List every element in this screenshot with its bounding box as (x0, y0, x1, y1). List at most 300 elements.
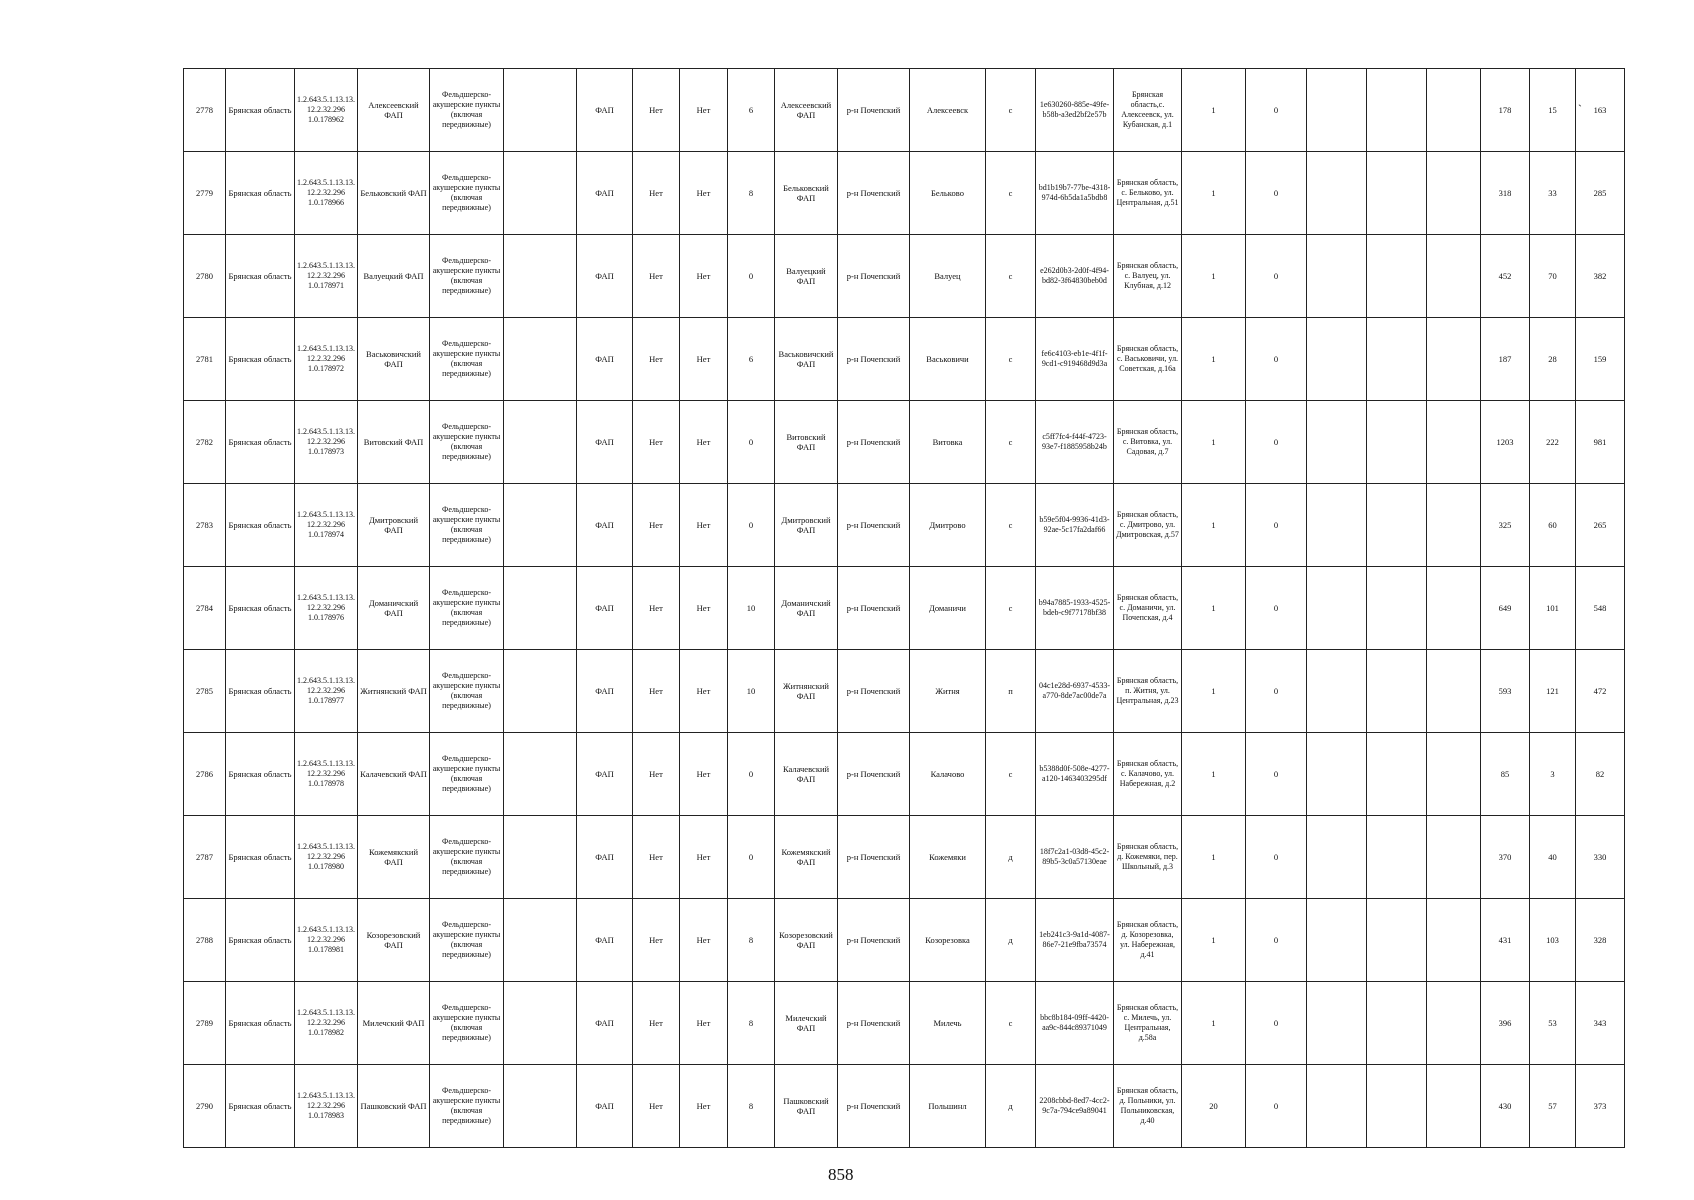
cell-region: Брянская область (226, 401, 295, 484)
cell-t3: 82 (1576, 733, 1625, 816)
cell-code: 1.2.643.5.1.13.13.12.2.32.296 1.0.178976 (295, 567, 358, 650)
cell-address: Брянская область, с. Витовка, ул. Садовая, д.7 (1114, 401, 1182, 484)
cell-t2: 53 (1530, 982, 1576, 1065)
cell-c18: 0 (1246, 484, 1307, 567)
cell-district: р-н Почепский (838, 235, 910, 318)
cell-c10: 8 (728, 1065, 775, 1148)
cell-num: 2786 (184, 733, 226, 816)
cell-c20 (1367, 567, 1427, 650)
table-row (184, 733, 1625, 816)
cell-c6 (504, 235, 577, 318)
cell-c11: Житнянский ФАП (775, 650, 838, 733)
cell-t3: 472 (1576, 650, 1625, 733)
cell-type: Фельдшерско-акушерские пункты (включая передвижные) (430, 733, 504, 816)
cell-locality: Дмитрово (910, 484, 986, 567)
cell-c11: Витовский ФАП (775, 401, 838, 484)
cell-c21 (1427, 401, 1481, 484)
cell-guid: 1e630260-885e-49fe-b58b-a3ed2bf2e57b (1036, 69, 1114, 152)
cell-address: Брянская область, с. Милечь, ул. Центральная, д.58а (1114, 982, 1182, 1065)
cell-c7: ФАП (577, 69, 633, 152)
cell-c19 (1307, 982, 1367, 1065)
cell-c11: Милечский ФАП (775, 982, 838, 1065)
cell-region: Брянская область (226, 69, 295, 152)
cell-district: р-н Почепский (838, 318, 910, 401)
cell-region: Брянская область (226, 235, 295, 318)
cell-t1: 370 (1481, 816, 1530, 899)
table-row (184, 567, 1625, 650)
cell-c11: Пашковский ФАП (775, 1065, 838, 1148)
cell-c18: 0 (1246, 650, 1307, 733)
cell-c19 (1307, 733, 1367, 816)
cell-c17: 20 (1182, 1065, 1246, 1148)
cell-c8: Нет (633, 69, 680, 152)
cell-c8: Нет (633, 152, 680, 235)
cell-c7: ФАП (577, 484, 633, 567)
cell-region: Брянская область (226, 484, 295, 567)
cell-c10: 10 (728, 650, 775, 733)
cell-district: р-н Почепский (838, 899, 910, 982)
cell-c20 (1367, 982, 1427, 1065)
cell-region: Брянская область (226, 1065, 295, 1148)
cell-guid: fe6c4103-eb1e-4f1f-9cd1-c919468d9d3a (1036, 318, 1114, 401)
cell-c17: 1 (1182, 401, 1246, 484)
cell-address: Брянская область, с. Доманичи, ул. Почепская, д.4 (1114, 567, 1182, 650)
cell-c6 (504, 1065, 577, 1148)
cell-c9: Нет (680, 733, 728, 816)
cell-district: р-н Почепский (838, 484, 910, 567)
cell-c9: Нет (680, 69, 728, 152)
cell-c17: 1 (1182, 484, 1246, 567)
cell-c11: Дмитровский ФАП (775, 484, 838, 567)
cell-num: 2781 (184, 318, 226, 401)
cell-c20 (1367, 899, 1427, 982)
cell-settle: с (986, 733, 1036, 816)
cell-c6 (504, 69, 577, 152)
cell-c21 (1427, 982, 1481, 1065)
cell-region: Брянская область (226, 982, 295, 1065)
cell-t3: 343 (1576, 982, 1625, 1065)
cell-district: р-н Почепский (838, 816, 910, 899)
cell-c7: ФАП (577, 816, 633, 899)
cell-name: Бельковский ФАП (358, 152, 430, 235)
cell-type: Фельдшерско-акушерские пункты (включая передвижные) (430, 235, 504, 318)
cell-name: Пашковский ФАП (358, 1065, 430, 1148)
cell-t2: 40 (1530, 816, 1576, 899)
cell-num: 2782 (184, 401, 226, 484)
cell-c21 (1427, 235, 1481, 318)
cell-c6 (504, 899, 577, 982)
cell-region: Брянская область (226, 650, 295, 733)
cell-c7: ФАП (577, 152, 633, 235)
cell-c17: 1 (1182, 816, 1246, 899)
cell-c8: Нет (633, 1065, 680, 1148)
cell-name: Козорезовский ФАП (358, 899, 430, 982)
cell-t2: 60 (1530, 484, 1576, 567)
cell-settle: с (986, 484, 1036, 567)
cell-c19 (1307, 1065, 1367, 1148)
cell-c6 (504, 650, 577, 733)
cell-c10: 0 (728, 484, 775, 567)
table-row (184, 899, 1625, 982)
cell-name: Дмитровский ФАП (358, 484, 430, 567)
cell-region: Брянская область (226, 899, 295, 982)
cell-c17: 1 (1182, 899, 1246, 982)
cell-c19 (1307, 401, 1367, 484)
cell-c9: Нет (680, 484, 728, 567)
cell-c10: 0 (728, 235, 775, 318)
cell-c8: Нет (633, 982, 680, 1065)
cell-settle: д (986, 1065, 1036, 1148)
cell-type: Фельдшерско-акушерские пункты (включая передвижные) (430, 69, 504, 152)
cell-c18: 0 (1246, 401, 1307, 484)
cell-c11: Васьковичский ФАП (775, 318, 838, 401)
cell-t1: 431 (1481, 899, 1530, 982)
cell-name: Милечский ФАП (358, 982, 430, 1065)
cell-c19 (1307, 69, 1367, 152)
cell-c18: 0 (1246, 69, 1307, 152)
cell-t3: 548 (1576, 567, 1625, 650)
cell-locality: Алексеевск (910, 69, 986, 152)
cell-c6 (504, 484, 577, 567)
cell-code: 1.2.643.5.1.13.13.12.2.32.296 1.0.178977 (295, 650, 358, 733)
cell-name: Алексеевский ФАП (358, 69, 430, 152)
cell-c21 (1427, 733, 1481, 816)
cell-c10: 0 (728, 401, 775, 484)
cell-c20 (1367, 650, 1427, 733)
cell-c21 (1427, 816, 1481, 899)
cell-t2: 101 (1530, 567, 1576, 650)
cell-district: р-н Почепский (838, 152, 910, 235)
cell-code: 1.2.643.5.1.13.13.12.2.32.296 1.0.178972 (295, 318, 358, 401)
cell-c9: Нет (680, 816, 728, 899)
cell-locality: Васьковичи (910, 318, 986, 401)
cell-t1: 649 (1481, 567, 1530, 650)
cell-c8: Нет (633, 567, 680, 650)
cell-settle: с (986, 982, 1036, 1065)
cell-c19 (1307, 318, 1367, 401)
cell-region: Брянская область (226, 567, 295, 650)
cell-district: р-н Почепский (838, 1065, 910, 1148)
cell-region: Брянская область (226, 152, 295, 235)
cell-guid: bbc8b184-09ff-4420-aa9c-844c89371049 (1036, 982, 1114, 1065)
cell-num: 2780 (184, 235, 226, 318)
cell-code: 1.2.643.5.1.13.13.12.2.32.296 1.0.178980 (295, 816, 358, 899)
cell-c10: 10 (728, 567, 775, 650)
cell-address: Брянская область, с. Калачово, ул. Набережная, д.2 (1114, 733, 1182, 816)
cell-c21 (1427, 650, 1481, 733)
cell-c9: Нет (680, 982, 728, 1065)
cell-guid: b94a7885-1933-4525-bdeb-c9f77178bf38 (1036, 567, 1114, 650)
cell-c18: 0 (1246, 816, 1307, 899)
cell-c21 (1427, 899, 1481, 982)
cell-settle: с (986, 401, 1036, 484)
table-row (184, 650, 1625, 733)
cell-name: Доманичский ФАП (358, 567, 430, 650)
cell-district: р-н Почепский (838, 567, 910, 650)
cell-c18: 0 (1246, 235, 1307, 318)
table-row (184, 1065, 1625, 1148)
cell-locality: Калачово (910, 733, 986, 816)
table-row (184, 235, 1625, 318)
cell-c19 (1307, 235, 1367, 318)
cell-guid: 04c1e28d-6937-4533-a770-8de7ac00de7a (1036, 650, 1114, 733)
cell-c11: Кожемякский ФАП (775, 816, 838, 899)
cell-t2: 57 (1530, 1065, 1576, 1148)
cell-type: Фельдшерско-акушерские пункты (включая передвижные) (430, 899, 504, 982)
cell-t1: 85 (1481, 733, 1530, 816)
cell-name: Валуецкий ФАП (358, 235, 430, 318)
cell-c6 (504, 152, 577, 235)
cell-t3: 330 (1576, 816, 1625, 899)
cell-settle: с (986, 567, 1036, 650)
cell-num: 2789 (184, 982, 226, 1065)
cell-c18: 0 (1246, 899, 1307, 982)
cell-code: 1.2.643.5.1.13.13.12.2.32.296 1.0.178971 (295, 235, 358, 318)
cell-c8: Нет (633, 235, 680, 318)
cell-guid: b5388d0f-508e-4277-a120-1463403295df (1036, 733, 1114, 816)
cell-c10: 6 (728, 69, 775, 152)
cell-c8: Нет (633, 816, 680, 899)
cell-t2: 103 (1530, 899, 1576, 982)
cell-c20 (1367, 816, 1427, 899)
cell-num: 2778 (184, 69, 226, 152)
cell-num: 2785 (184, 650, 226, 733)
cell-t3: 159 (1576, 318, 1625, 401)
table-row (184, 816, 1625, 899)
cell-c9: Нет (680, 401, 728, 484)
cell-num: 2790 (184, 1065, 226, 1148)
cell-t2: 70 (1530, 235, 1576, 318)
cell-c19 (1307, 567, 1367, 650)
cell-c7: ФАП (577, 235, 633, 318)
cell-t3: 285 (1576, 152, 1625, 235)
cell-c11: Калачевский ФАП (775, 733, 838, 816)
cell-c10: 0 (728, 733, 775, 816)
cell-guid: 18f7c2a1-03d8-45c2-89b5-3c0a57130eae (1036, 816, 1114, 899)
cell-c7: ФАП (577, 899, 633, 982)
cell-c19 (1307, 650, 1367, 733)
cell-district: р-н Почепский (838, 982, 910, 1065)
cell-c17: 1 (1182, 982, 1246, 1065)
cell-guid: 2208cbbd-8ed7-4cc2-9c7a-794ce9a89041 (1036, 1065, 1114, 1148)
cell-c18: 0 (1246, 1065, 1307, 1148)
cell-code: 1.2.643.5.1.13.13.12.2.32.296 1.0.178966 (295, 152, 358, 235)
cell-t2: 28 (1530, 318, 1576, 401)
cell-settle: с (986, 235, 1036, 318)
cell-c8: Нет (633, 401, 680, 484)
cell-c9: Нет (680, 899, 728, 982)
cell-c7: ФАП (577, 650, 633, 733)
cell-c6 (504, 733, 577, 816)
cell-c11: Бельковский ФАП (775, 152, 838, 235)
cell-type: Фельдшерско-акушерские пункты (включая передвижные) (430, 401, 504, 484)
cell-c11: Алексеевский ФАП (775, 69, 838, 152)
cell-type: Фельдшерско-акушерские пункты (включая передвижные) (430, 152, 504, 235)
cell-c17: 1 (1182, 152, 1246, 235)
cell-locality: Житня (910, 650, 986, 733)
cell-c10: 6 (728, 318, 775, 401)
cell-c9: Нет (680, 650, 728, 733)
cell-t1: 178 (1481, 69, 1530, 152)
cell-locality: Витовка (910, 401, 986, 484)
cell-t3: 328 (1576, 899, 1625, 982)
cell-region: Брянская область (226, 733, 295, 816)
cell-c17: 1 (1182, 69, 1246, 152)
cell-t3: 265 (1576, 484, 1625, 567)
cell-code: 1.2.643.5.1.13.13.12.2.32.296 1.0.178978 (295, 733, 358, 816)
cell-t1: 1203 (1481, 401, 1530, 484)
cell-code: 1.2.643.5.1.13.13.12.2.32.296 1.0.178974 (295, 484, 358, 567)
cell-c10: 8 (728, 899, 775, 982)
cell-name: Кожемякский ФАП (358, 816, 430, 899)
cell-t2: 121 (1530, 650, 1576, 733)
table-row (184, 318, 1625, 401)
cell-address: Брянская область, с. Дмитрово, ул. Дмитровская, д.57 (1114, 484, 1182, 567)
cell-c11: Доманичский ФАП (775, 567, 838, 650)
cell-c6 (504, 816, 577, 899)
cell-address: Брянская область, д. Козорезовка, ул. Набережная, д.41 (1114, 899, 1182, 982)
cell-t3: 163 (1576, 69, 1625, 152)
cell-t2: 222 (1530, 401, 1576, 484)
cell-code: 1.2.643.5.1.13.13.12.2.32.296 1.0.178962 (295, 69, 358, 152)
cell-c17: 1 (1182, 318, 1246, 401)
cell-c11: Козорезовский ФАП (775, 899, 838, 982)
cell-t3: 981 (1576, 401, 1625, 484)
cell-settle: с (986, 152, 1036, 235)
cell-locality: Козорезовка (910, 899, 986, 982)
cell-c19 (1307, 899, 1367, 982)
cell-t3: 382 (1576, 235, 1625, 318)
cell-code: 1.2.643.5.1.13.13.12.2.32.296 1.0.178973 (295, 401, 358, 484)
cell-t1: 452 (1481, 235, 1530, 318)
cell-locality: Бельково (910, 152, 986, 235)
cell-c18: 0 (1246, 982, 1307, 1065)
cell-c10: 0 (728, 816, 775, 899)
cell-locality: Кожемяки (910, 816, 986, 899)
cell-c8: Нет (633, 733, 680, 816)
cell-district: р-н Почепский (838, 650, 910, 733)
cell-type: Фельдшерско-акушерские пункты (включая передвижные) (430, 318, 504, 401)
cell-num: 2784 (184, 567, 226, 650)
table-row (184, 484, 1625, 567)
cell-c17: 1 (1182, 235, 1246, 318)
cell-c20 (1367, 1065, 1427, 1148)
cell-address: Брянская область, д. Кожемяки, пер. Школьный, д.3 (1114, 816, 1182, 899)
cell-guid: 1eb241c3-9a1d-4087-86e7-21e9fba73574 (1036, 899, 1114, 982)
cell-c20 (1367, 318, 1427, 401)
cell-settle: д (986, 816, 1036, 899)
cell-c21 (1427, 152, 1481, 235)
page-number: 858 (828, 1165, 854, 1184)
cell-type: Фельдшерско-акушерские пункты (включая передвижные) (430, 484, 504, 567)
cell-code: 1.2.643.5.1.13.13.12.2.32.296 1.0.178982 (295, 982, 358, 1065)
cell-region: Брянская область (226, 816, 295, 899)
cell-c6 (504, 567, 577, 650)
cell-c18: 0 (1246, 567, 1307, 650)
cell-c8: Нет (633, 650, 680, 733)
cell-c7: ФАП (577, 982, 633, 1065)
cell-t1: 430 (1481, 1065, 1530, 1148)
cell-t2: 15 (1530, 69, 1576, 152)
table-row (184, 152, 1625, 235)
cell-c9: Нет (680, 152, 728, 235)
cell-c21 (1427, 318, 1481, 401)
cell-t2: 3 (1530, 733, 1576, 816)
cell-t2: 33 (1530, 152, 1576, 235)
cell-c20 (1367, 733, 1427, 816)
cell-c8: Нет (633, 899, 680, 982)
cell-c8: Нет (633, 484, 680, 567)
cell-c6 (504, 982, 577, 1065)
cell-t1: 187 (1481, 318, 1530, 401)
cell-c7: ФАП (577, 567, 633, 650)
cell-settle: д (986, 899, 1036, 982)
cell-district: р-н Почепский (838, 69, 910, 152)
cell-address: Брянская область, с. Бельково, ул. Центральная, д.51 (1114, 152, 1182, 235)
cell-guid: b59e5f04-9936-41d3-92ae-5c17fa2daf66 (1036, 484, 1114, 567)
cell-settle: с (986, 69, 1036, 152)
table-row (184, 401, 1625, 484)
stray-mark: ` (1578, 102, 1582, 116)
cell-c21 (1427, 484, 1481, 567)
cell-locality: Доманичи (910, 567, 986, 650)
cell-c6 (504, 401, 577, 484)
cell-t1: 318 (1481, 152, 1530, 235)
cell-c21 (1427, 1065, 1481, 1148)
cell-t3: 373 (1576, 1065, 1625, 1148)
cell-c17: 1 (1182, 650, 1246, 733)
cell-c7: ФАП (577, 318, 633, 401)
cell-c7: ФАП (577, 1065, 633, 1148)
cell-name: Васьковичский ФАП (358, 318, 430, 401)
cell-address: Брянская область,с. Алексеевск, ул. Кубанская, д.1 (1114, 69, 1182, 152)
cell-t1: 396 (1481, 982, 1530, 1065)
cell-c11: Валуецкий ФАП (775, 235, 838, 318)
cell-guid: bd1b19b7-77be-4318-974d-6b5da1a5bdb8 (1036, 152, 1114, 235)
cell-c10: 8 (728, 982, 775, 1065)
cell-district: р-н Почепский (838, 401, 910, 484)
cell-c18: 0 (1246, 733, 1307, 816)
cell-num: 2787 (184, 816, 226, 899)
cell-t1: 593 (1481, 650, 1530, 733)
cell-name: Житнянский ФАП (358, 650, 430, 733)
cell-settle: п (986, 650, 1036, 733)
cell-c20 (1367, 69, 1427, 152)
cell-num: 2783 (184, 484, 226, 567)
cell-locality: Польшинл (910, 1065, 986, 1148)
cell-c9: Нет (680, 1065, 728, 1148)
cell-name: Витовский ФАП (358, 401, 430, 484)
cell-c7: ФАП (577, 401, 633, 484)
table-row (184, 982, 1625, 1065)
cell-c10: 8 (728, 152, 775, 235)
cell-district: р-н Почепский (838, 733, 910, 816)
cell-address: Брянская область, д. Польники, ул. Польниковская, д.40 (1114, 1065, 1182, 1148)
cell-locality: Милечь (910, 982, 986, 1065)
cell-c20 (1367, 235, 1427, 318)
cell-c8: Нет (633, 318, 680, 401)
cell-c9: Нет (680, 567, 728, 650)
cell-num: 2779 (184, 152, 226, 235)
cell-t1: 325 (1481, 484, 1530, 567)
cell-c9: Нет (680, 318, 728, 401)
data-table (183, 68, 1607, 1148)
cell-code: 1.2.643.5.1.13.13.12.2.32.296 1.0.178983 (295, 1065, 358, 1148)
cell-c9: Нет (680, 235, 728, 318)
cell-c17: 1 (1182, 733, 1246, 816)
cell-type: Фельдшерско-акушерские пункты (включая передвижные) (430, 816, 504, 899)
cell-address: Брянская область, п. Житня, ул. Центральная, д.23 (1114, 650, 1182, 733)
